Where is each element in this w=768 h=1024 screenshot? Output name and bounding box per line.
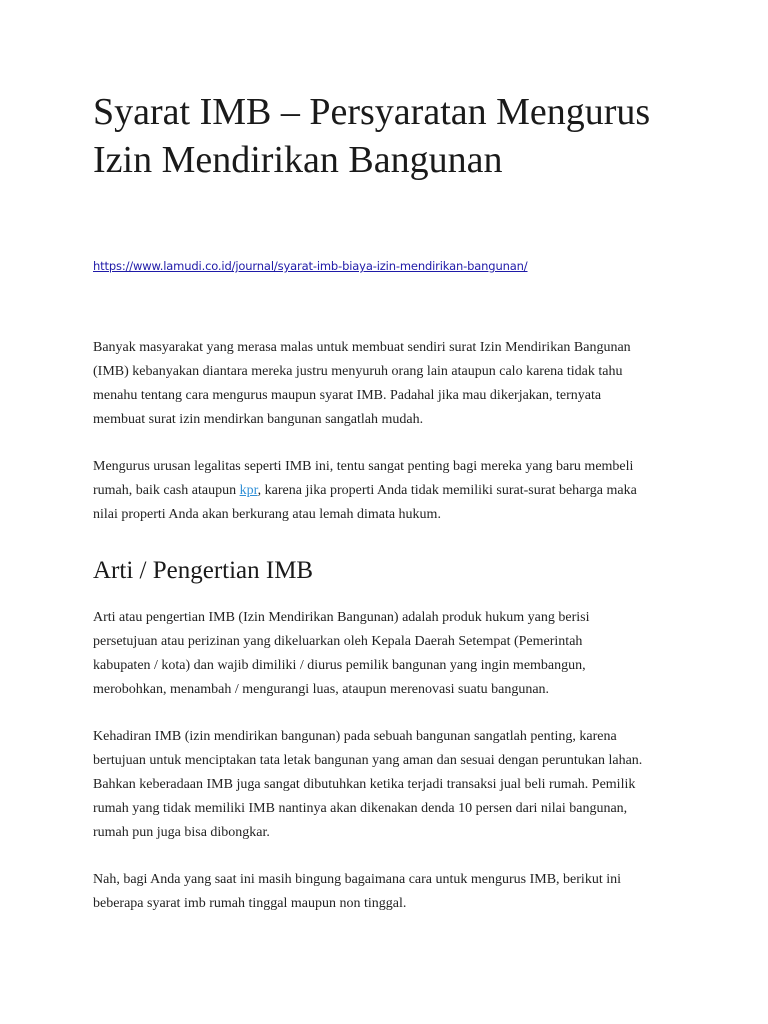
text-line: persetujuan atau perizinan yang dikeluarkan oleh Kepala Daerah Setempat (Pemerintah: [93, 634, 583, 649]
text-line: Mengurus urusan legalitas seperti IMB ini, tentu sangat penting bagi mereka yang baru membeli: [93, 459, 634, 474]
section-paragraph-2: [93, 725, 683, 845]
section-paragraph-1: [93, 606, 683, 702]
text-line: merobohkan, menambah / mengurangi luas, ataupun merenovasi suatu bangunan.: [93, 682, 550, 697]
text-line: (IMB) kebanyakan diantara mereka justru menyuruh orang lain ataupun calo karena tidak tahu: [93, 364, 623, 379]
section-heading: Arti / Pengertian IMB: [93, 557, 314, 584]
text-line: Banyak masyarakat yang merasa malas untuk membuat sendiri surat Izin Mendirikan Bangunan: [93, 340, 631, 355]
text-line-with-link: [93, 479, 683, 503]
text-line: Bahkan keberadaan IMB juga sangat dibutuhkan ketika terjadi transaksi jual beli rumah. Pemilik: [93, 777, 636, 792]
text-segment: , karena jika properti Anda tidak memiliki surat-surat beharga maka: [257, 483, 637, 498]
source-url-link[interactable]: https://www.lamudi.co.id/journal/syarat-imb-biaya-izin-mendirikan-bangunan/: [93, 259, 528, 273]
text-line: Arti atau pengertian IMB (Izin Mendirikan Bangunan) adalah produk hukum yang berisi: [93, 610, 590, 625]
section-paragraph-3: [93, 868, 683, 916]
text-line: rumah yang tidak memiliki IMB nantinya akan dikenakan denda 10 persen dari nilai bangunan,: [93, 801, 628, 816]
text-line: bertujuan untuk menciptakan tata letak bangunan yang aman dan sesuai dengan peruntukan lahan.: [93, 753, 643, 768]
text-line: menahu tentang cara mengurus maupun syarat IMB. Padahal jika mau dikerjakan, ternyata: [93, 388, 602, 403]
text-line: kabupaten / kota) dan wajib dimiliki / diurus pemilik bangunan yang ingin membangun,: [93, 658, 586, 673]
kpr-link[interactable]: kpr: [239, 483, 258, 498]
intro-paragraph-2: [93, 455, 683, 527]
text-line: nilai properti Anda akan berkurang atau lemah dimata hukum.: [93, 507, 441, 522]
text-line: beberapa syarat imb rumah tinggal maupun non tinggal.: [93, 896, 407, 911]
text-line: rumah pun juga bisa dibongkar.: [93, 825, 270, 840]
text-line: Nah, bagi Anda yang saat ini masih bingung bagaimana cara untuk mengurus IMB, berikut ini: [93, 872, 621, 887]
intro-paragraph-1: [93, 336, 683, 432]
text-segment: rumah, baik cash ataupun: [93, 483, 240, 498]
text-line: membuat surat izin mendirkan bangunan sangatlah mudah.: [93, 412, 424, 427]
document-title: Syarat IMB – Persyaratan Mengurus Izin Mendirikan Bangunan: [93, 91, 651, 181]
text-line: Kehadiran IMB (izin mendirikan bangunan) pada sebuah bangunan sangatlah penting, karena: [93, 729, 617, 744]
